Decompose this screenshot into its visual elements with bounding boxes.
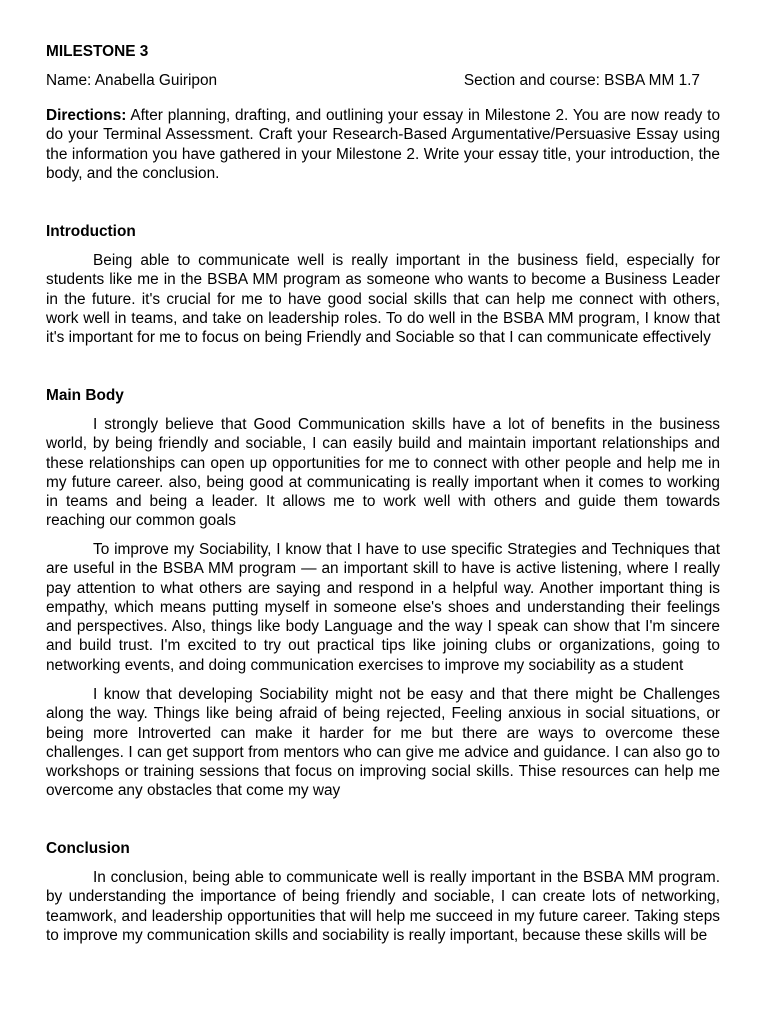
- milestone-title: MILESTONE 3: [46, 43, 149, 60]
- directions-text: After planning, drafting, and outlining your essay in Milestone 2. You are now ready to do your Terminal Assessment. Craft your Research-Based Argumentative/Persuasive Essay using the information you have gathered in your Milestone 2. Write your essay title, your introduction, the body, and the conclusion.: [46, 107, 720, 182]
- introduction-paragraph: Being able to communicate well is really important in the business field, especially for students like me in the BSBA MM program as someone who wants to become a Business Leader in the future. it's crucial for me to have good social skills that can help me connect with others, work well in teams, and take on leadership roles. To do well in the BSBA MM program, I know that it's important for me to focus on being Friendly and Sociable so that I can communicate effectively: [46, 252, 720, 347]
- conclusion-heading: Conclusion: [46, 840, 130, 857]
- section-course: Section and course: BSBA MM 1.7: [463, 72, 700, 89]
- student-info-row: [46, 71, 720, 90]
- student-name: Name: Anabella Guiripon: [46, 72, 218, 89]
- body-paragraph-3: I know that developing Sociability might not be easy and that there might be Challenges along the way. Things like being afraid of being rejected, Feeling anxious in social situations, or being more Introverted can make it harder for me but there are ways to overcome these challenges. I can get support from mentors who can give me advice and guidance. I can also go to workshops or training sessions that focus on improving social skills. Thise resources can help me overcome any obstacles that come my way: [46, 686, 720, 800]
- conclusion-paragraph: In conclusion, being able to communicate well is really important in the BSBA MM program. by understanding the importance of being friendly and sociable, I can create lots of networking, teamwork, and leadership opportunities that will help me succeed in my future career. Taking steps to improve my communication skills and sociability is really important, because these skills will be: [46, 869, 720, 944]
- directions-paragraph: [46, 106, 720, 183]
- introduction-heading: Introduction: [46, 223, 136, 240]
- body-paragraph-2: To improve my Sociability, I know that I have to use specific Strategies and Techniques that are useful in the BSBA MM program — an important skill to have is active listening, where I really pay attention to what others are saying and respond in a helpful way. Another important thing is empathy, which means putting myself in someone else's shoes and understanding their feelings and perspectives. Also, things like body Language and the way I speak can show that I'm sincere and build trust. I'm excited to try out practical tips like joining clubs or organizations, going to networking events, and doing communication exercises to improve my sociability as a student: [46, 541, 720, 674]
- main-body-heading: Main Body: [46, 387, 124, 404]
- body-paragraph-1: I strongly believe that Good Communication skills have a lot of benefits in the business world, by being friendly and sociable, I can easily build and maintain important relationships and these relationships can open up opportunities for me to connect with other people and help me in my future career. also, being good at communicating is really important when it comes to working in teams and being a leader. It allows me to work well with others and guide them towards reaching our common goals: [46, 416, 720, 530]
- directions-label: Directions:: [46, 107, 127, 124]
